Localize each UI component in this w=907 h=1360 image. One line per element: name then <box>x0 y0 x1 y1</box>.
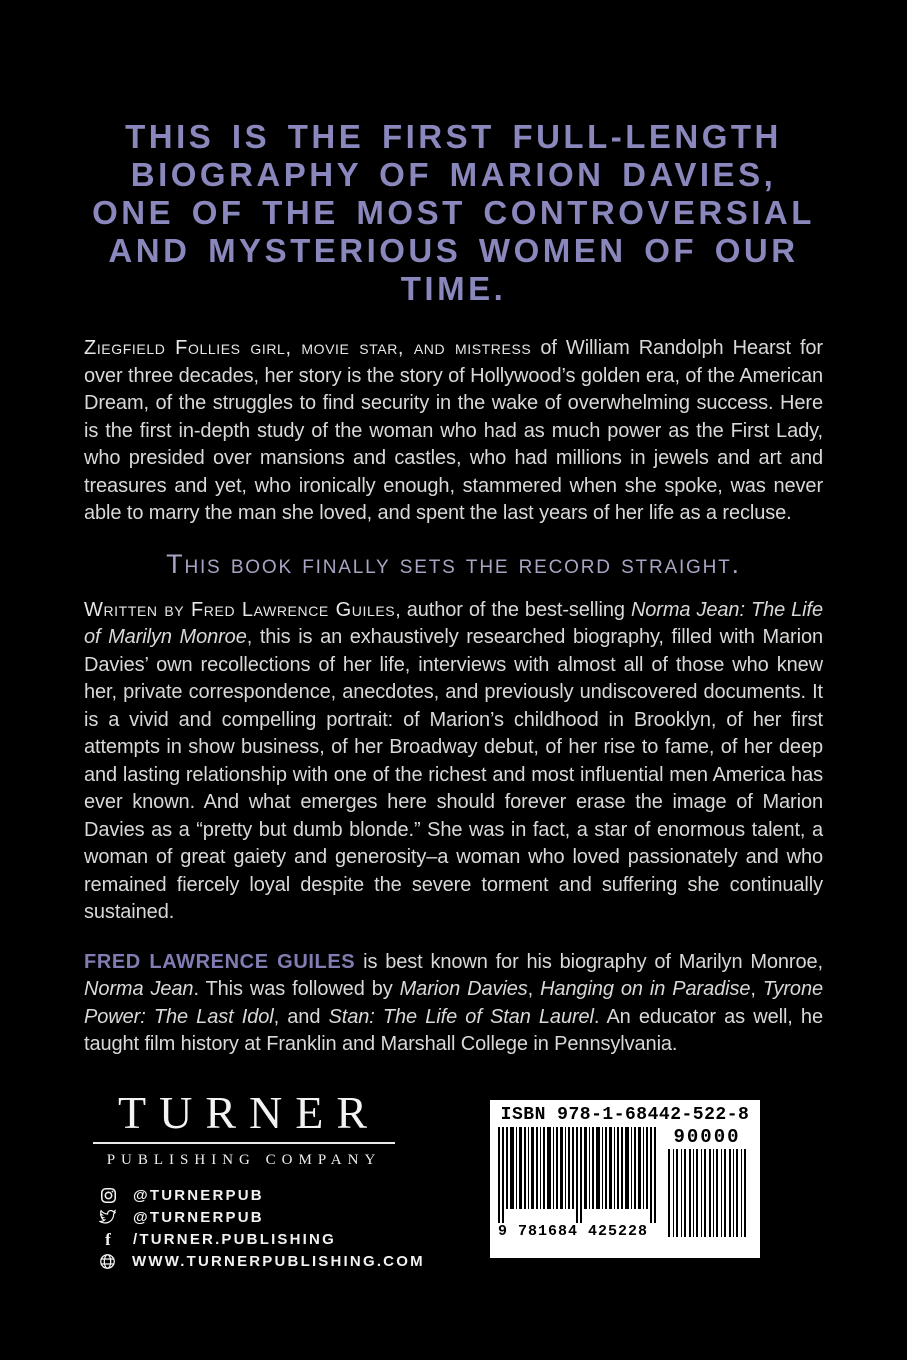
barcode-supplement <box>662 1127 752 1240</box>
author-name: FRED LAWRENCE GUILES <box>84 950 356 973</box>
book-title-italic: Marion Davies <box>399 978 528 1000</box>
book-title-italic: Norma Jean <box>84 978 194 1000</box>
social-row-instagram <box>99 1184 395 1206</box>
paragraph-lead-smallcaps: Written by Fred Lawrence Guiles <box>84 598 396 621</box>
synopsis-paragraph-1 <box>84 335 823 528</box>
barcode-bars-area <box>498 1127 752 1240</box>
facebook-icon: f <box>105 1229 111 1249</box>
publisher-block <box>93 1086 425 1272</box>
bio-text: . This was followed by <box>193 978 400 1000</box>
bio-text: is best known for his biography of Marilyn Monroe, <box>355 950 823 973</box>
isbn-label: ISBN 978-1-68442-522-8 <box>500 1105 750 1125</box>
twitter-icon <box>99 1208 117 1226</box>
book-title-italic: Hanging on in Paradise <box>540 978 751 1000</box>
globe-icon <box>99 1252 116 1270</box>
bio-text: , and <box>273 1005 329 1028</box>
headline-line: THIS IS THE FIRST FULL-LENGTH <box>125 118 782 155</box>
headline-line: BIOGRAPHY OF MARION DAVIES, <box>130 156 777 193</box>
paragraph-lead-smallcaps: Ziegfield Follies girl, movie star, and mistress <box>84 337 532 359</box>
barcode <box>490 1100 760 1258</box>
social-handle: @TURNERPUB <box>133 1208 264 1226</box>
barcode-bars-main <box>498 1127 660 1223</box>
book-title-italic: Norma Jean: The Life of Marilyn Monroe <box>84 598 823 648</box>
bio-text: . An educator as well, he taught film history at Franklin and Marshall College in Pennsylvania. <box>84 1005 823 1055</box>
barcode-bars-supplement <box>668 1149 746 1237</box>
headline <box>60 118 847 308</box>
tagline: This book finally sets the record straight. <box>166 548 741 579</box>
social-row-website <box>99 1250 425 1272</box>
barcode-digits: 9 781684 425228 <box>498 1223 649 1240</box>
instagram-icon <box>99 1186 117 1204</box>
paragraph-text: of William Randolph Hearst for over three decades, her story is the story of Hollywood’s golden era, of the American Dream, of the struggles to find security in the wake of overwhelming success. Here is the first in-depth study of the woman who had as much power as the First Lady, who presided over mansions and castles, who had millions in jewels and art and treasures and yet, who ironically enough, stammered when she spoke, was never able to marry the man she loved, and spent the last years of her life as a recluse. <box>84 337 823 524</box>
synopsis-paragraph-2 <box>84 597 823 927</box>
barcode-price-code: 90000 <box>673 1126 741 1148</box>
social-handle: /TURNER.PUBLISHING <box>133 1230 336 1248</box>
author-bio <box>84 949 823 1059</box>
headline-line: TIME. <box>400 270 507 307</box>
publisher-logo: TURNER <box>118 1087 380 1138</box>
social-links <box>99 1184 425 1272</box>
headline-line: ONE OF THE MOST CONTROVERSIAL <box>92 194 815 231</box>
social-row-twitter <box>99 1206 395 1228</box>
social-row-facebook <box>99 1228 395 1250</box>
social-handle: @TURNERPUB <box>133 1186 264 1204</box>
social-handle: WWW.TURNERPUBLISHING.COM <box>132 1252 425 1270</box>
paragraph-text: , this is an exhaustively researched biography, filled with Marion Davies’ own recollections of her life, interviews with almost all of those who knew her, private correspondence, anecdotes, and previously undiscovered documents. It is a vivid and compelling portrait: of Marion’s childhood in Brooklyn, of her first attempts in show business, of her Broadway debut, of her rise to fame, of her deep and lasting relationship with one of the richest and most influential men America has ever known. And what emerges here should forever erase the image of Marion Davies as a “pretty but dumb blonde.” She was in fact, a star of enormous talent, a woman of great gaiety and generosity–a woman who loved passionately and who remained fiercely loyal despite the severe torment and suffering she continually sustained. <box>84 626 824 923</box>
paragraph-text: , author of the best-selling <box>395 598 631 621</box>
publisher-subtitle: PUBLISHING COMPANY <box>106 1152 382 1168</box>
bio-text: , <box>750 978 763 1000</box>
headline-line: AND MYSTERIOUS WOMEN OF OUR <box>108 232 799 269</box>
book-title-italic: Stan: The Life of Stan Laurel <box>328 1005 594 1028</box>
bio-text: , <box>527 978 541 1000</box>
barcode-main <box>498 1127 660 1240</box>
book-title-italic: Tyrone Power: The Last Idol <box>84 978 823 1028</box>
logo-divider <box>93 1142 395 1144</box>
